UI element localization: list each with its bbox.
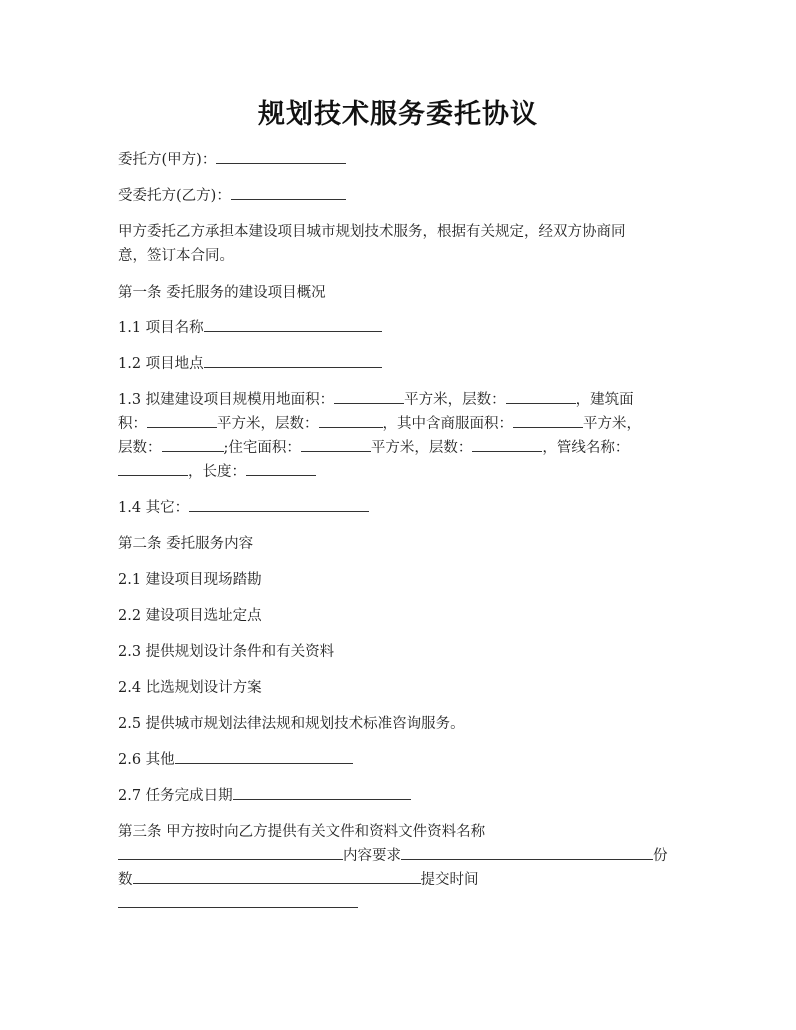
item-2-4-text: 2.4 比选规划设计方案 <box>118 680 262 696</box>
item-2-3-line <box>118 640 683 664</box>
item-2-7-blank <box>233 785 411 800</box>
item-1-3-text-a: 1.3 拟建建设项目规模用地面积： <box>118 392 335 408</box>
item-1-3-line-3 <box>118 436 683 460</box>
article-3-heading <box>118 820 683 844</box>
item-1-3-blank-10 <box>246 461 316 476</box>
article-3-content-blank <box>401 845 653 860</box>
item-1-4-label: 1.4 其它： <box>118 500 190 516</box>
document-title: 规划技术服务委托协议 <box>258 99 538 130</box>
item-1-3-text-c: ，建筑面 <box>575 392 634 408</box>
item-1-3-text-e: 平方米，层数： <box>217 416 319 432</box>
article-3-line-3 <box>118 868 683 892</box>
article-2-heading <box>118 532 683 556</box>
item-1-3-blank-7 <box>301 437 371 452</box>
item-2-6-line <box>118 748 683 772</box>
item-2-7-label: 2.7 任务完成日期 <box>118 788 233 804</box>
item-1-3-line-4 <box>118 460 683 484</box>
item-2-4-line <box>118 676 683 700</box>
item-2-2-text: 2.2 建设项目选址定点 <box>118 608 262 624</box>
item-1-3-text-f: ，其中含商服面积： <box>382 416 513 432</box>
party-b-label: 受委托方(乙方)： <box>118 188 231 204</box>
item-1-4-blank <box>189 497 369 512</box>
item-2-5-text: 2.5 提供城市规划法律法规和规划技术标准咨询服务。 <box>118 716 465 732</box>
article-3-line-2 <box>118 844 683 868</box>
item-1-3-line-2 <box>118 412 683 436</box>
item-2-6-blank <box>175 749 353 764</box>
intro-line-2 <box>118 244 683 268</box>
article-3-submit-time: 提交时间 <box>420 872 479 888</box>
article-2-title: 第二条 委托服务内容 <box>118 536 254 552</box>
article-3-title: 第三条 甲方按时向乙方提供有关文件和资料文件资料名称 <box>118 824 486 840</box>
item-1-3-text-d: 积： <box>118 416 147 432</box>
item-1-1-blank <box>204 317 382 332</box>
party-a-label: 委托方(甲方)： <box>118 152 217 168</box>
item-2-1-text: 2.1 建设项目现场踏勘 <box>118 572 262 588</box>
item-1-2-blank <box>204 353 382 368</box>
intro-line-1 <box>118 220 683 244</box>
item-1-3-text-b: 平方米，层数： <box>404 392 506 408</box>
item-1-3-blank-1 <box>334 389 404 404</box>
item-1-1-label: 1.1 项目名称 <box>118 320 204 336</box>
item-1-1-line <box>118 316 683 340</box>
item-2-3-text: 2.3 提供规划设计条件和有关资料 <box>118 644 335 660</box>
item-1-3-blank-3 <box>147 413 217 428</box>
intro-text-2: 意，签订本合同。 <box>118 248 234 264</box>
article-3-line-4 <box>118 892 683 916</box>
item-1-2-line <box>118 352 683 376</box>
item-1-3-blank-2 <box>506 389 576 404</box>
item-1-3-text-k: ，管线名称： <box>542 440 630 456</box>
intro-text-1: 甲方委托乙方承担本建设项目城市规划技术服务，根据有关规定，经双方协商同 <box>118 224 626 240</box>
item-1-3-text-l: ，长度： <box>188 464 246 480</box>
item-1-3-blank-8 <box>472 437 542 452</box>
item-1-3-text-i: ;住宅面积： <box>223 440 301 456</box>
article-3-copies-a: 份 <box>653 848 668 864</box>
article-3-content-req: 内容要求 <box>343 848 401 864</box>
item-1-3-blank-9 <box>118 461 188 476</box>
item-1-2-label: 1.2 项目地点 <box>118 356 204 372</box>
article-3-time-blank <box>118 893 358 908</box>
article-3-copies-blank <box>133 869 421 884</box>
item-1-3-text-j: 平方米，层数： <box>370 440 473 456</box>
party-a-blank <box>216 149 346 164</box>
item-1-3-text-g: 平方米， <box>583 416 641 432</box>
party-b-blank <box>231 185 346 200</box>
item-1-3-line-1 <box>118 388 683 412</box>
article-1-title: 第一条 委托服务的建设项目概况 <box>118 285 326 301</box>
item-1-3-blank-6 <box>162 437 224 452</box>
item-1-3-blank-4 <box>319 413 383 428</box>
item-1-4-line <box>118 496 683 520</box>
item-2-5-line <box>118 712 683 736</box>
article-3-copies-b: 数 <box>118 872 133 888</box>
article-3-name-blank <box>118 845 343 860</box>
item-1-3-blank-5 <box>513 413 583 428</box>
article-1-heading <box>118 281 683 305</box>
party-b-line <box>118 184 683 208</box>
item-2-7-line <box>118 784 683 808</box>
party-a-line <box>118 148 683 172</box>
item-2-2-line <box>118 604 683 628</box>
item-2-6-label: 2.6 其他 <box>118 752 175 768</box>
item-1-3-text-h: 层数： <box>118 440 162 456</box>
item-2-1-line <box>118 568 683 592</box>
